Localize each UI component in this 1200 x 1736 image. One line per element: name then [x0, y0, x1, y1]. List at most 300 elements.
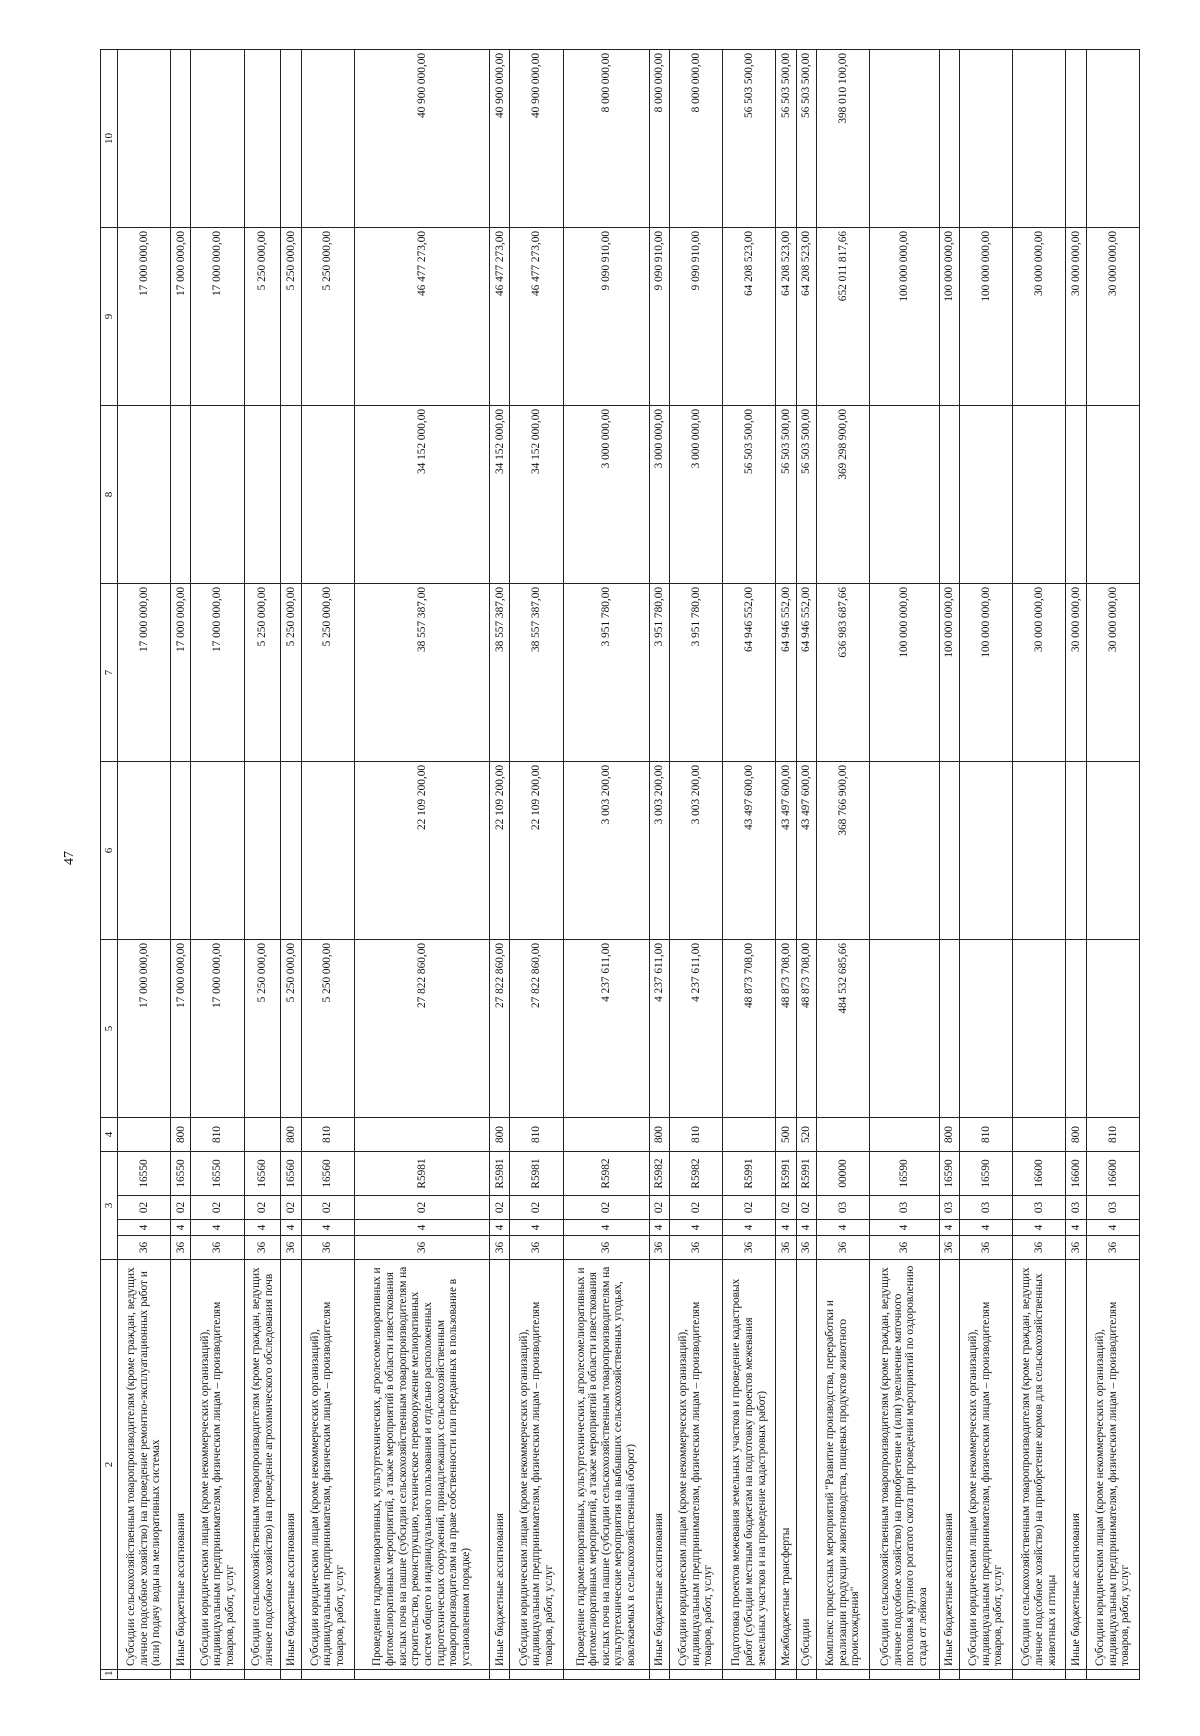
cell-c5: 500	[776, 1118, 796, 1152]
row-description: Субсидии сельскохозяйственным товаропроизводителям (кроме граждан, ведущих личное подсобное хозяйство) на проведение ремонтно-эксплуатационных работ и (или) подачу воды на мелиоративных системах	[118, 1260, 171, 1670]
row-description: Субсидии сельскохозяйственным товаропроизводителям (кроме граждан, ведущих личное подсобное хозяйство) на приобретение и (или) увеличение маточного поголовья крупного рогатого скота при проведении мероприятий по оздоровлению стада от лейкоза	[870, 1260, 940, 1670]
cell-v8	[281, 406, 301, 584]
cell-c1: 36	[816, 1236, 869, 1260]
empty-cell	[939, 1670, 959, 1680]
cell-v9: 100 000 000,00	[960, 228, 1013, 406]
rotated-budget-table-container	[100, 50, 1140, 1680]
cell-v7: 100 000 000,00	[960, 584, 1013, 762]
cell-c3: 02	[118, 1196, 171, 1220]
cell-c5	[354, 1118, 489, 1152]
table-row	[960, 50, 1013, 1680]
cell-v9: 100 000 000,00	[870, 228, 940, 406]
cell-c1: 36	[649, 1236, 669, 1260]
empty-cell	[1013, 1670, 1066, 1680]
table-row	[510, 50, 563, 1680]
cell-v6	[1066, 762, 1086, 940]
cell-c2: 4	[776, 1220, 796, 1236]
cell-c5: 810	[1086, 1118, 1139, 1152]
cell-v5: 17 000 000,00	[191, 940, 244, 1118]
cell-v5: 4 237 611,00	[649, 940, 669, 1118]
cell-c4: 16560	[301, 1152, 354, 1196]
cell-c4: 00000	[816, 1152, 869, 1196]
table-row	[649, 50, 669, 1680]
cell-v5: 5 250 000,00	[244, 940, 281, 1118]
empty-cell	[563, 1670, 649, 1680]
cell-v9: 652 011 817,66	[816, 228, 869, 406]
cell-v7: 64 946 552,00	[723, 584, 776, 762]
row-description: Субсидии юридическим лицам (кроме некоммерческих организаций), индивидуальным предпринимателям, физическим лицам – производителям товаров, работ, услуг	[669, 1260, 722, 1670]
cell-v9: 5 250 000,00	[244, 228, 281, 406]
cell-v10: 8 000 000,00	[669, 50, 722, 228]
empty-cell	[776, 1670, 796, 1680]
cell-v10: 398 010 100,00	[816, 50, 869, 228]
cell-v9: 64 208 523,00	[796, 228, 816, 406]
row-description: Субсидии юридическим лицам (кроме некоммерческих организаций), индивидуальным предпринимателям, физическим лицам – производителям товаров, работ, услуг	[301, 1260, 354, 1670]
cell-c2: 4	[960, 1220, 1013, 1236]
cell-v6	[960, 762, 1013, 940]
cell-v8: 3 000 000,00	[669, 406, 722, 584]
row-description: Проведение гидромелиоративных, культуртехнических, агролесомелиоративных и фитомелиоративных мероприятий, а также мероприятий в области известкования кислых почв на пашне (субсидии сельскохозяйственным товаропроизводителям на строительство, реконструкцию, техническое перевооружение мелиоративных систем общего и индивидуального пользования и отдельно расположенных гидротехнических сооружений, принадлежащих сельскохозяйственным товаропроизводителям на праве собственности или переданных в пользование в установленном порядке)	[354, 1260, 489, 1670]
row-description: Субсидии юридическим лицам (кроме некоммерческих организаций), индивидуальным предпринимателям, физическим лицам – производителям товаров, работ, услуг	[960, 1260, 1013, 1670]
empty-cell	[796, 1670, 816, 1680]
row-description: Иные бюджетные ассигнования	[649, 1260, 669, 1670]
cell-v9: 100 000 000,00	[939, 228, 959, 406]
cell-v5: 48 873 708,00	[776, 940, 796, 1118]
cell-c4: R5991	[776, 1152, 796, 1196]
header-cell: 8	[101, 406, 118, 584]
cell-v9: 9 090 910,00	[563, 228, 649, 406]
cell-v10: 40 900 000,00	[354, 50, 489, 228]
cell-c3: 02	[723, 1196, 776, 1220]
cell-v6: 43 497 600,00	[796, 762, 816, 940]
empty-cell	[244, 1670, 281, 1680]
cell-v6	[191, 762, 244, 940]
cell-c5: 800	[1066, 1118, 1086, 1152]
table-row	[1066, 50, 1086, 1680]
cell-v10: 56 503 500,00	[796, 50, 816, 228]
cell-c2: 4	[354, 1220, 489, 1236]
cell-c5: 810	[301, 1118, 354, 1152]
cell-c5	[118, 1118, 171, 1152]
empty-cell	[281, 1670, 301, 1680]
cell-v5: 5 250 000,00	[281, 940, 301, 1118]
cell-v8	[960, 406, 1013, 584]
cell-v10	[118, 50, 171, 228]
cell-v7: 3 951 780,00	[649, 584, 669, 762]
cell-c1: 36	[796, 1236, 816, 1260]
cell-c3: 03	[939, 1196, 959, 1220]
cell-c3: 02	[281, 1196, 301, 1220]
table-row	[816, 50, 869, 1680]
cell-v8	[939, 406, 959, 584]
cell-v5: 17 000 000,00	[118, 940, 171, 1118]
cell-c3: 02	[490, 1196, 510, 1220]
table-row	[669, 50, 722, 1680]
cell-c5: 800	[171, 1118, 191, 1152]
table-row	[118, 50, 171, 1680]
row-description: Субсидии юридическим лицам (кроме некоммерческих организаций), индивидуальным предпринимателям, физическим лицам – производителям товаров, работ, услуг	[510, 1260, 563, 1670]
cell-v10: 8 000 000,00	[563, 50, 649, 228]
cell-c3: 03	[1013, 1196, 1066, 1220]
cell-c3: 03	[816, 1196, 869, 1220]
cell-v9: 9 090 910,00	[669, 228, 722, 406]
header-row	[101, 50, 118, 1680]
cell-v8	[191, 406, 244, 584]
cell-c2: 4	[723, 1220, 776, 1236]
cell-c4: R5981	[510, 1152, 563, 1196]
header-cell: 4	[101, 1118, 118, 1152]
cell-v5: 4 237 611,00	[563, 940, 649, 1118]
cell-v7: 17 000 000,00	[118, 584, 171, 762]
cell-v8: 3 000 000,00	[649, 406, 669, 584]
cell-c1: 36	[301, 1236, 354, 1260]
cell-c5: 810	[669, 1118, 722, 1152]
cell-c1: 36	[960, 1236, 1013, 1260]
cell-v5: 48 873 708,00	[796, 940, 816, 1118]
empty-cell	[960, 1670, 1013, 1680]
cell-v7: 38 557 387,00	[490, 584, 510, 762]
cell-c3: 02	[244, 1196, 281, 1220]
cell-v8	[1086, 406, 1139, 584]
table-row	[354, 50, 489, 1680]
cell-v5: 27 822 860,00	[354, 940, 489, 1118]
cell-v5: 48 873 708,00	[723, 940, 776, 1118]
cell-c2: 4	[1086, 1220, 1139, 1236]
cell-c4: R5981	[354, 1152, 489, 1196]
cell-c3: 02	[191, 1196, 244, 1220]
header-cell: 2	[101, 1260, 118, 1670]
cell-c2: 4	[563, 1220, 649, 1236]
cell-v7: 100 000 000,00	[870, 584, 940, 762]
empty-cell	[510, 1670, 563, 1680]
cell-c2: 4	[1066, 1220, 1086, 1236]
cell-c5: 800	[649, 1118, 669, 1152]
cell-v10	[281, 50, 301, 228]
cell-v10: 56 503 500,00	[723, 50, 776, 228]
cell-v6	[244, 762, 281, 940]
row-description: Комплекс процессных мероприятий "Развитие производства, переработки и реализации продукции животноводства, пищевых продуктов животного происхождения"	[816, 1260, 869, 1670]
row-description: Иные бюджетные ассигнования	[939, 1260, 959, 1670]
row-description: Субсидии сельскохозяйственным товаропроизводителям (кроме граждан, ведущих личное подсобное хозяйство) на проведение агрохимического обследования почв	[244, 1260, 281, 1670]
cell-v8: 369 298 900,00	[816, 406, 869, 584]
empty-cell	[301, 1670, 354, 1680]
cell-v10	[1013, 50, 1066, 228]
cell-v8	[118, 406, 171, 584]
cell-v7: 38 557 387,00	[510, 584, 563, 762]
header-cell: 3	[101, 1152, 118, 1260]
row-description: Проведение гидромелиоративных, культуртехнических, агролесомелиоративных и фитомелиоративных мероприятий, а также мероприятий в области известкования кислых почв на пашне (субсидии сельскохозяйственным товаропроизводителям на культуртехнические мероприятия на выбывших сельскохозяйственных угодьях, вовлекаемых в сельскохозяйственный оборот)	[563, 1260, 649, 1670]
table-row	[1013, 50, 1066, 1680]
header-cell: 7	[101, 584, 118, 762]
empty-cell	[354, 1670, 489, 1680]
cell-c2: 4	[171, 1220, 191, 1236]
empty-cell	[649, 1670, 669, 1680]
row-description: Субсидии сельскохозяйственным товаропроизводителям (кроме граждан, ведущих личное подсобное хозяйство) на приобретение кормов для сельскохозяйственных животных и птицы	[1013, 1260, 1066, 1670]
table-row	[301, 50, 354, 1680]
cell-v6	[301, 762, 354, 940]
empty-cell	[870, 1670, 940, 1680]
cell-c1: 36	[939, 1236, 959, 1260]
cell-v8	[870, 406, 940, 584]
cell-c1: 36	[171, 1236, 191, 1260]
cell-c5	[870, 1118, 940, 1152]
cell-c3: 02	[301, 1196, 354, 1220]
cell-c2: 4	[191, 1220, 244, 1236]
header-cell: 6	[101, 762, 118, 940]
cell-v7: 100 000 000,00	[939, 584, 959, 762]
cell-v6: 3 003 200,00	[563, 762, 649, 940]
cell-c2: 4	[510, 1220, 563, 1236]
table-row	[1086, 50, 1139, 1680]
cell-v8: 3 000 000,00	[563, 406, 649, 584]
cell-v10: 40 900 000,00	[510, 50, 563, 228]
cell-c4: R5982	[649, 1152, 669, 1196]
table-row	[723, 50, 776, 1680]
cell-v7: 5 250 000,00	[244, 584, 281, 762]
cell-v8: 34 152 000,00	[354, 406, 489, 584]
cell-v5: 27 822 860,00	[510, 940, 563, 1118]
cell-c4: 16560	[281, 1152, 301, 1196]
cell-c1: 36	[776, 1236, 796, 1260]
cell-v7: 64 946 552,00	[776, 584, 796, 762]
row-description: Иные бюджетные ассигнования	[490, 1260, 510, 1670]
empty-cell	[1086, 1670, 1139, 1680]
cell-v8	[244, 406, 281, 584]
cell-v10: 56 503 500,00	[776, 50, 796, 228]
table-row	[939, 50, 959, 1680]
header-cell: 10	[101, 50, 118, 228]
cell-v5	[870, 940, 940, 1118]
cell-c4: 16560	[244, 1152, 281, 1196]
cell-c1: 36	[563, 1236, 649, 1260]
cell-v9: 5 250 000,00	[301, 228, 354, 406]
table-row	[191, 50, 244, 1680]
cell-c2: 4	[1013, 1220, 1066, 1236]
cell-v10	[244, 50, 281, 228]
cell-v5: 4 237 611,00	[669, 940, 722, 1118]
cell-c1: 36	[118, 1236, 171, 1260]
cell-c2: 4	[490, 1220, 510, 1236]
cell-c5	[723, 1118, 776, 1152]
empty-cell	[490, 1670, 510, 1680]
cell-c1: 36	[281, 1236, 301, 1260]
cell-c4: 16600	[1066, 1152, 1086, 1196]
table-row	[244, 50, 281, 1680]
cell-v6: 22 109 200,00	[490, 762, 510, 940]
empty-cell	[816, 1670, 869, 1680]
empty-cell	[118, 1670, 171, 1680]
cell-v5: 17 000 000,00	[171, 940, 191, 1118]
cell-v9: 46 477 273,00	[510, 228, 563, 406]
cell-c5	[816, 1118, 869, 1152]
cell-c5: 800	[490, 1118, 510, 1152]
cell-v10	[191, 50, 244, 228]
cell-c3: 02	[171, 1196, 191, 1220]
cell-c4: 16600	[1013, 1152, 1066, 1196]
cell-c3: 03	[870, 1196, 940, 1220]
cell-v6: 368 766 900,00	[816, 762, 869, 940]
cell-c5	[244, 1118, 281, 1152]
cell-v9: 17 000 000,00	[118, 228, 171, 406]
cell-c3: 02	[510, 1196, 563, 1220]
cell-c4: 16600	[1086, 1152, 1139, 1196]
cell-v8: 56 503 500,00	[776, 406, 796, 584]
cell-c1: 36	[1013, 1236, 1066, 1260]
cell-v9: 46 477 273,00	[354, 228, 489, 406]
row-description: Иные бюджетные ассигнования	[281, 1260, 301, 1670]
cell-v6	[1086, 762, 1139, 940]
cell-v8: 34 152 000,00	[490, 406, 510, 584]
cell-v10	[960, 50, 1013, 228]
cell-v5	[1066, 940, 1086, 1118]
cell-v7: 5 250 000,00	[301, 584, 354, 762]
cell-c5	[563, 1118, 649, 1152]
cell-c1: 36	[723, 1236, 776, 1260]
table-row	[490, 50, 510, 1680]
cell-c2: 4	[939, 1220, 959, 1236]
empty-cell	[669, 1670, 722, 1680]
cell-v7: 17 000 000,00	[171, 584, 191, 762]
empty-cell	[191, 1670, 244, 1680]
cell-v10	[171, 50, 191, 228]
cell-c2: 4	[649, 1220, 669, 1236]
cell-v10: 8 000 000,00	[649, 50, 669, 228]
row-description: Подготовка проектов межевания земельных участков и проведение кадастровых работ (субсидии местным бюджетам на подготовку проектов межевания земельных участков и на проведение кадастровых работ)	[723, 1260, 776, 1670]
row-description: Межбюджетные трансферты	[776, 1260, 796, 1670]
cell-c1: 36	[191, 1236, 244, 1260]
cell-c1: 36	[1066, 1236, 1086, 1260]
cell-c5: 810	[191, 1118, 244, 1152]
cell-c3: 02	[563, 1196, 649, 1220]
cell-v9: 9 090 910,00	[649, 228, 669, 406]
table-row	[776, 50, 796, 1680]
cell-v7: 38 557 387,00	[354, 584, 489, 762]
cell-c4: R5982	[669, 1152, 722, 1196]
cell-v8: 56 503 500,00	[723, 406, 776, 584]
cell-v6	[118, 762, 171, 940]
cell-v8	[1013, 406, 1066, 584]
cell-v8	[1066, 406, 1086, 584]
cell-v5	[960, 940, 1013, 1118]
empty-cell	[1066, 1670, 1086, 1680]
header-cell: 5	[101, 940, 118, 1118]
table-row	[171, 50, 191, 1680]
cell-v6: 43 497 600,00	[723, 762, 776, 940]
cell-v10	[939, 50, 959, 228]
cell-c2: 4	[816, 1220, 869, 1236]
cell-c1: 36	[244, 1236, 281, 1260]
cell-v9: 17 000 000,00	[171, 228, 191, 406]
row-description: Субсидии	[796, 1260, 816, 1670]
cell-c5	[1013, 1118, 1066, 1152]
cell-v9: 64 208 523,00	[776, 228, 796, 406]
row-description: Субсидии юридическим лицам (кроме некоммерческих организаций), индивидуальным предпринимателям, физическим лицам – производителям товаров, работ, услуг	[191, 1260, 244, 1670]
cell-c2: 4	[281, 1220, 301, 1236]
table-row	[796, 50, 816, 1680]
cell-c5: 800	[281, 1118, 301, 1152]
cell-c3: 02	[776, 1196, 796, 1220]
cell-v6	[870, 762, 940, 940]
cell-c4: R5991	[723, 1152, 776, 1196]
cell-v9: 17 000 000,00	[191, 228, 244, 406]
cell-v8	[171, 406, 191, 584]
page-number: 47	[62, 851, 77, 865]
cell-c2: 4	[301, 1220, 354, 1236]
cell-v5: 484 532 685,66	[816, 940, 869, 1118]
cell-c1: 36	[870, 1236, 940, 1260]
cell-v7: 17 000 000,00	[191, 584, 244, 762]
row-description: Иные бюджетные ассигнования	[1066, 1260, 1086, 1670]
cell-c2: 4	[118, 1220, 171, 1236]
cell-c2: 4	[669, 1220, 722, 1236]
cell-c5: 810	[510, 1118, 563, 1152]
cell-c4: 16590	[870, 1152, 940, 1196]
cell-c5: 520	[796, 1118, 816, 1152]
cell-v5	[1013, 940, 1066, 1118]
cell-v6: 22 109 200,00	[510, 762, 563, 940]
cell-v5	[939, 940, 959, 1118]
cell-v5: 27 822 860,00	[490, 940, 510, 1118]
cell-c3: 02	[354, 1196, 489, 1220]
cell-c3: 02	[796, 1196, 816, 1220]
cell-c4: 16590	[960, 1152, 1013, 1196]
cell-v7: 636 983 687,66	[816, 584, 869, 762]
cell-c4: R5981	[490, 1152, 510, 1196]
cell-v8: 34 152 000,00	[510, 406, 563, 584]
cell-v7: 3 951 780,00	[563, 584, 649, 762]
row-description: Иные бюджетные ассигнования	[171, 1260, 191, 1670]
cell-c4: 16590	[939, 1152, 959, 1196]
cell-v7: 30 000 000,00	[1013, 584, 1066, 762]
cell-c3: 03	[1066, 1196, 1086, 1220]
cell-c5: 800	[939, 1118, 959, 1152]
cell-v9: 46 477 273,00	[490, 228, 510, 406]
cell-c3: 03	[960, 1196, 1013, 1220]
cell-v5	[1086, 940, 1139, 1118]
cell-v6: 3 003 200,00	[649, 762, 669, 940]
cell-v9: 30 000 000,00	[1013, 228, 1066, 406]
table-row	[281, 50, 301, 1680]
cell-v6	[281, 762, 301, 940]
cell-v6	[939, 762, 959, 940]
cell-c2: 4	[244, 1220, 281, 1236]
cell-v5: 5 250 000,00	[301, 940, 354, 1118]
table-row	[870, 50, 940, 1680]
budget-table	[100, 49, 1140, 1680]
cell-c1: 36	[510, 1236, 563, 1260]
cell-c3: 02	[669, 1196, 722, 1220]
cell-c2: 4	[870, 1220, 940, 1236]
cell-c4: 16550	[191, 1152, 244, 1196]
cell-v6	[171, 762, 191, 940]
cell-c4: R5982	[563, 1152, 649, 1196]
cell-c3: 03	[1086, 1196, 1139, 1220]
cell-v9: 5 250 000,00	[281, 228, 301, 406]
cell-v7: 3 951 780,00	[669, 584, 722, 762]
empty-cell	[171, 1670, 191, 1680]
cell-v6: 3 003 200,00	[669, 762, 722, 940]
cell-c2: 4	[796, 1220, 816, 1236]
cell-c3: 02	[649, 1196, 669, 1220]
cell-v8: 56 503 500,00	[796, 406, 816, 584]
header-cell: 9	[101, 228, 118, 406]
cell-c4: 16550	[118, 1152, 171, 1196]
header-cell: 1	[101, 1670, 118, 1680]
cell-v8	[301, 406, 354, 584]
cell-v6: 43 497 600,00	[776, 762, 796, 940]
cell-c1: 36	[1086, 1236, 1139, 1260]
cell-v7: 30 000 000,00	[1086, 584, 1139, 762]
